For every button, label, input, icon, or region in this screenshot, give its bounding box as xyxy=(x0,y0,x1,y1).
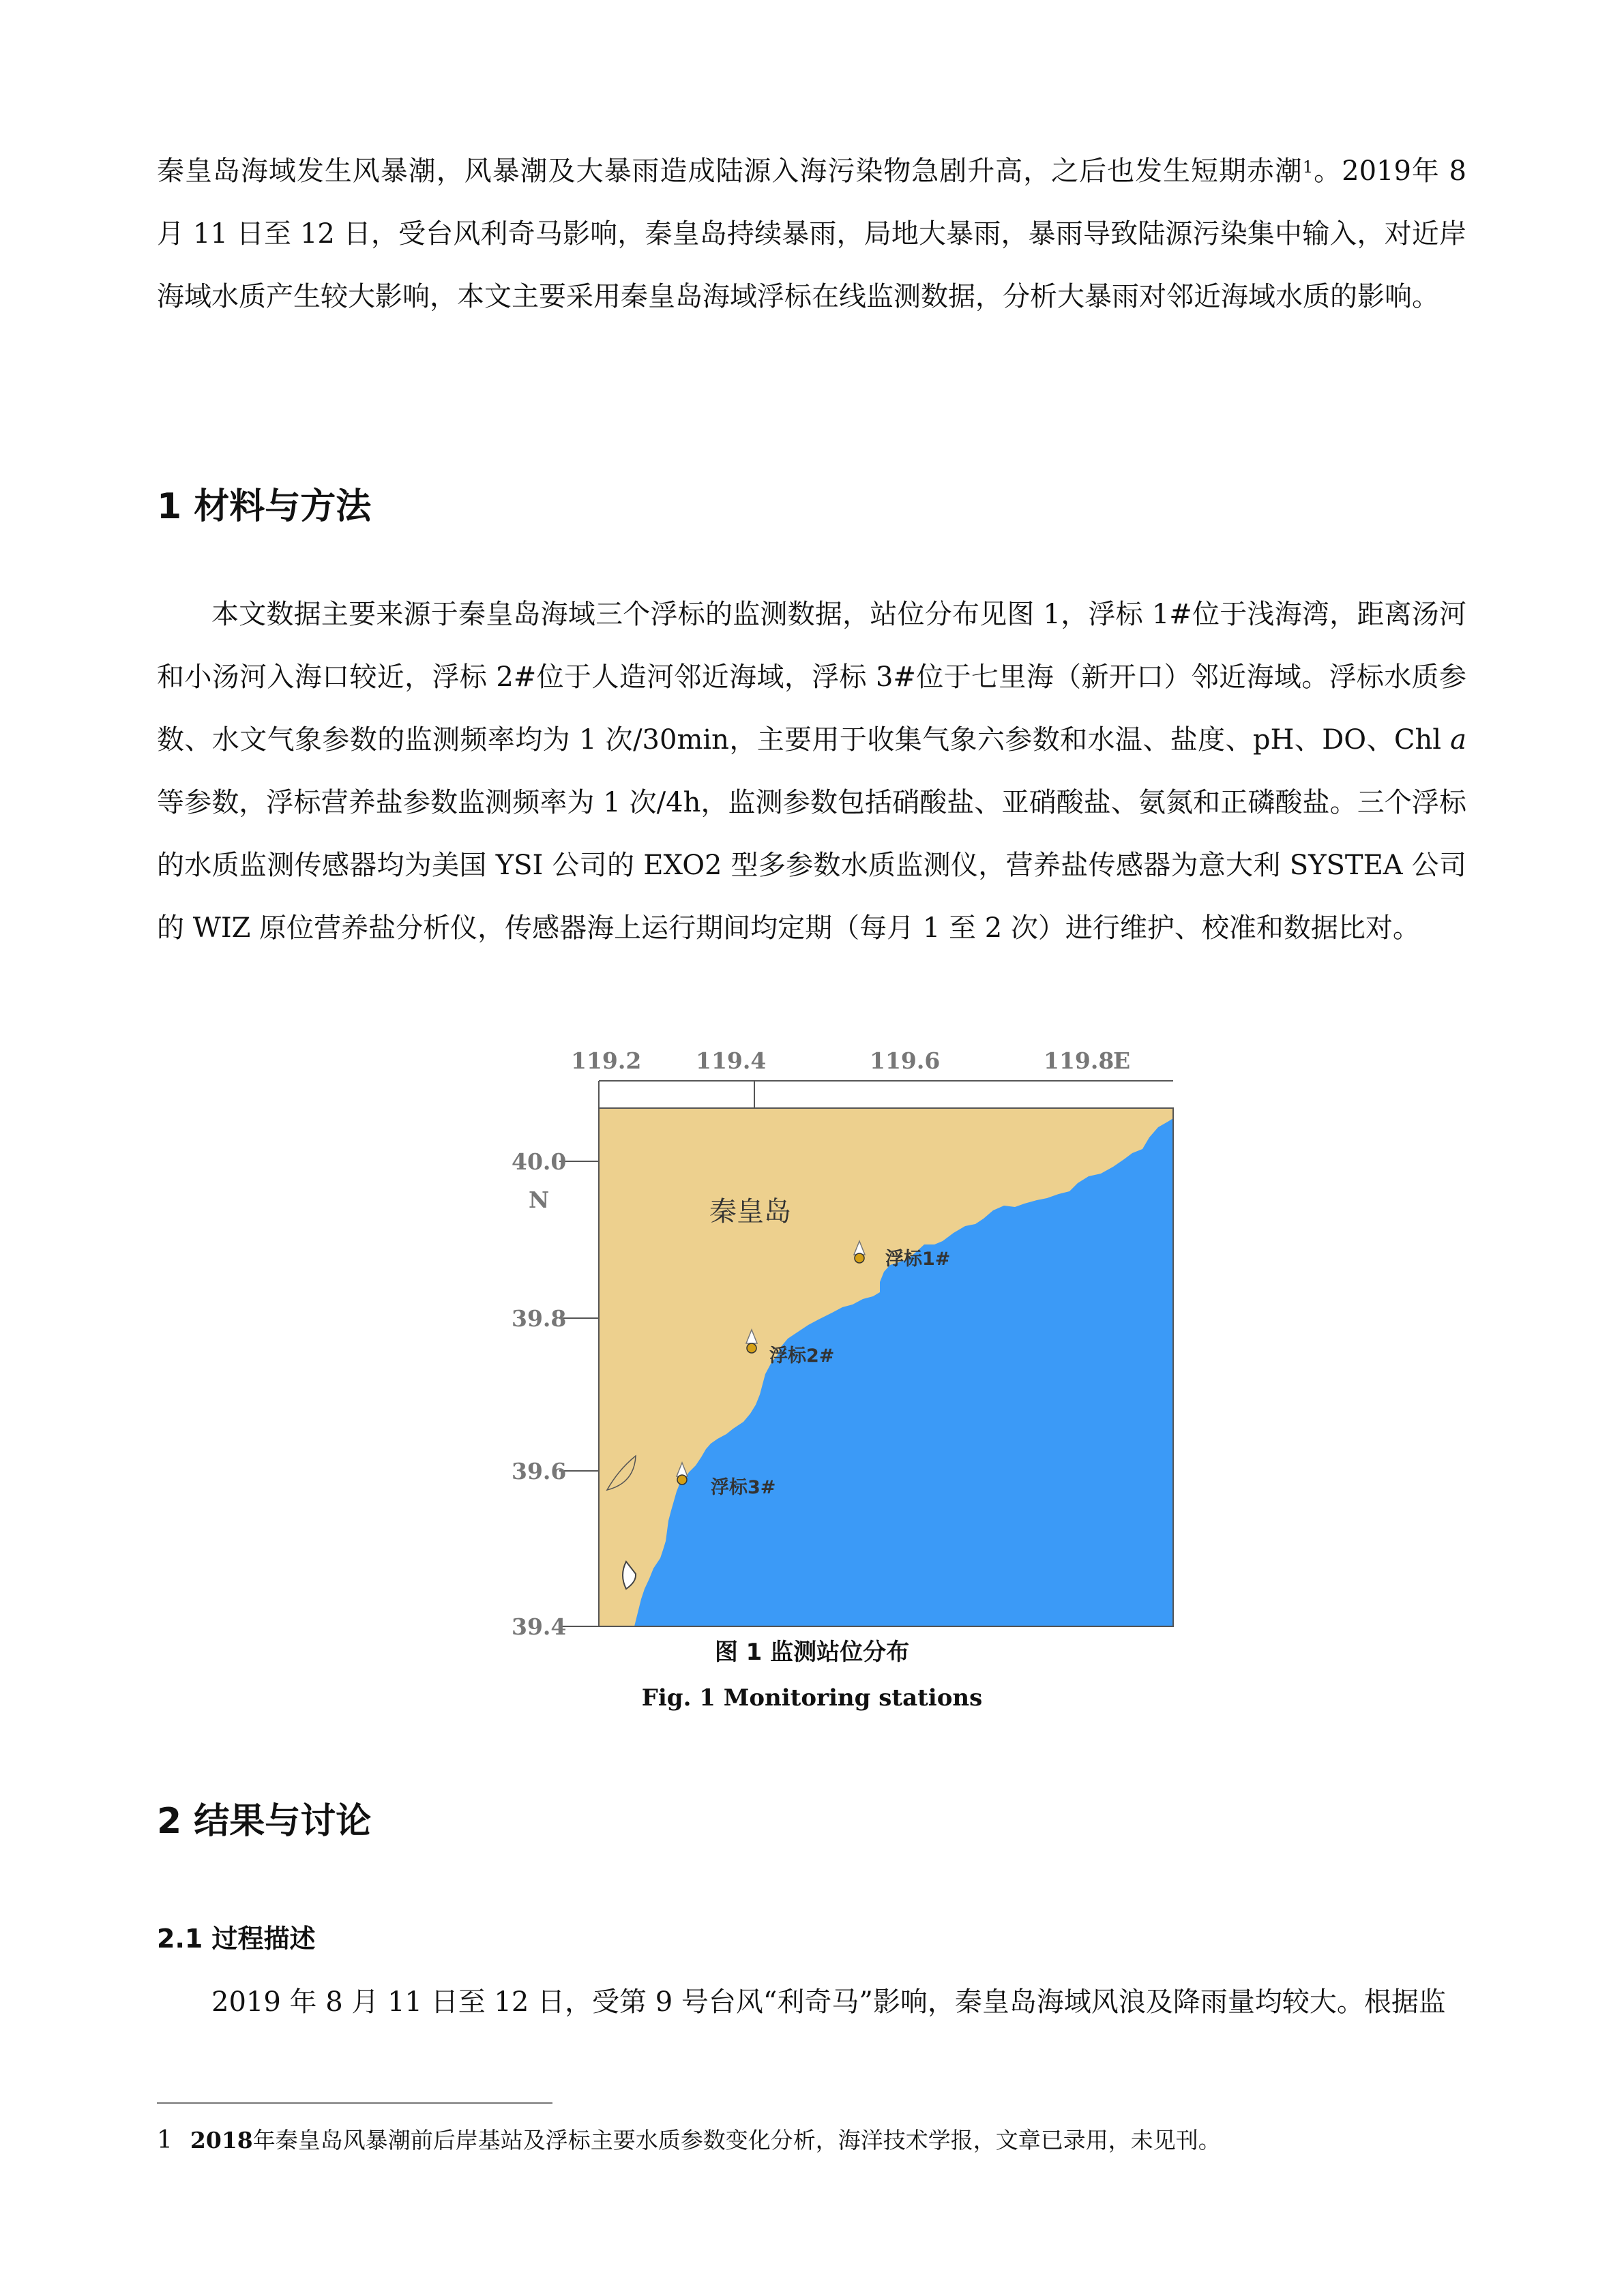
section-1-text: 本文数据主要来源于秦皇岛海域三个浮标的监测数据，站位分布见图 1，浮标 1#位于浅海湾，距离汤河和小汤河入海口较近，浮标 2#位于人造河邻近海域，浮标 3#位于七里海（新开口）邻近海域。浮标水质参数、水文气象参数的监测频率均为 1 次/30min，主要用于收集气象六参数和水温、盐度、pH、DO、Chl xyxy=(157,599,1466,756)
lat-tick-label: 39.8 xyxy=(512,1305,567,1332)
lon-unit-label: E xyxy=(1113,1047,1131,1074)
footnote xyxy=(157,2124,1466,2157)
footnote-text: 年秦皇岛风暴潮前后岸基站及浮标主要水质参数变化分析，海洋技术学报，文章已录用，未见刊。 xyxy=(252,2127,1221,2153)
buoy-1-label: 浮标1# xyxy=(885,1249,951,1270)
footnote-ref[interactable]: 1 xyxy=(1302,158,1314,177)
subsection-2-1-paragraph xyxy=(157,1971,1466,2033)
lon-tick-label: 119.2 xyxy=(571,1047,642,1074)
footnote-number: 1 xyxy=(157,2126,173,2154)
subsection-2-1-heading: 2.1 过程描述 xyxy=(157,1924,316,1954)
section-2-heading: 2 结果与讨论 xyxy=(157,1801,372,1842)
section-1-text-cont: 等参数，浮标营养盐参数监测频率为 1 次/4h，监测参数包括硝酸盐、亚硝酸盐、氨氮和正磷酸盐。三个浮标的水质监测传感器均为美国 YSI 公司的 EXO2 型多参数水质监测仪，营养盐传感器为意大利 SYSTEA 公司的 WIZ 原位营养盐分析仪，传感器海上运行期间均定期（每月 1 至 2 次）进行维护、校准和数据比对。 xyxy=(157,787,1466,944)
lat-tick-label: 39.6 xyxy=(512,1458,567,1485)
intro-text-cont: 。2019年 8 月 11 日至 12 日，受台风利奇马影响，秦皇岛持续暴雨，局地大暴雨，暴雨导致陆源污染集中输入，对近岸海域水质产生较大影响，本文主要采用秦皇岛海域浮标在线监测数据，分析大暴雨对邻近海域水质的影响。 xyxy=(157,155,1466,312)
chl-a-italic: a xyxy=(1450,724,1466,756)
intro-text: 秦皇岛海域发生风暴潮，风暴潮及大暴雨造成陆源入海污染物急剧升高，之后也发生短期赤潮 xyxy=(157,155,1303,187)
qinhuangdao-label: 秦皇岛 xyxy=(709,1196,791,1227)
footnote-rule xyxy=(157,2102,552,2104)
section-1-paragraph xyxy=(157,583,1466,959)
buoy-2-label: 浮标2# xyxy=(769,1345,835,1367)
intro-paragraph xyxy=(157,140,1466,328)
lat-tick-label: 39.4 xyxy=(512,1613,567,1640)
map-svg xyxy=(498,1040,1194,1640)
lat-unit-label: N xyxy=(529,1187,550,1213)
lat-tick-label: 40.0 xyxy=(512,1148,567,1175)
lon-tick-label: 119.4 xyxy=(696,1047,767,1074)
figure-1-caption-en: Fig. 1 Monitoring stations xyxy=(641,1684,983,1712)
subsection-2-1-text: 2019 年 8 月 11 日至 12 日，受第 9 号台风“利奇马”影响，秦皇岛海域风浪及降雨量均较大。根据监 xyxy=(211,1986,1446,2018)
buoy-3-label: 浮标3# xyxy=(711,1477,776,1498)
lon-tick-label: 119.6 xyxy=(870,1047,941,1074)
footnote-year: 2018 xyxy=(190,2127,253,2153)
section-1-heading: 1 材料与方法 xyxy=(157,486,372,527)
figure-1-map xyxy=(498,1040,1194,1640)
lon-tick-label: 119.8 xyxy=(1044,1047,1114,1074)
figure-1-caption-cn: 图 1 监测站位分布 xyxy=(714,1639,910,1666)
